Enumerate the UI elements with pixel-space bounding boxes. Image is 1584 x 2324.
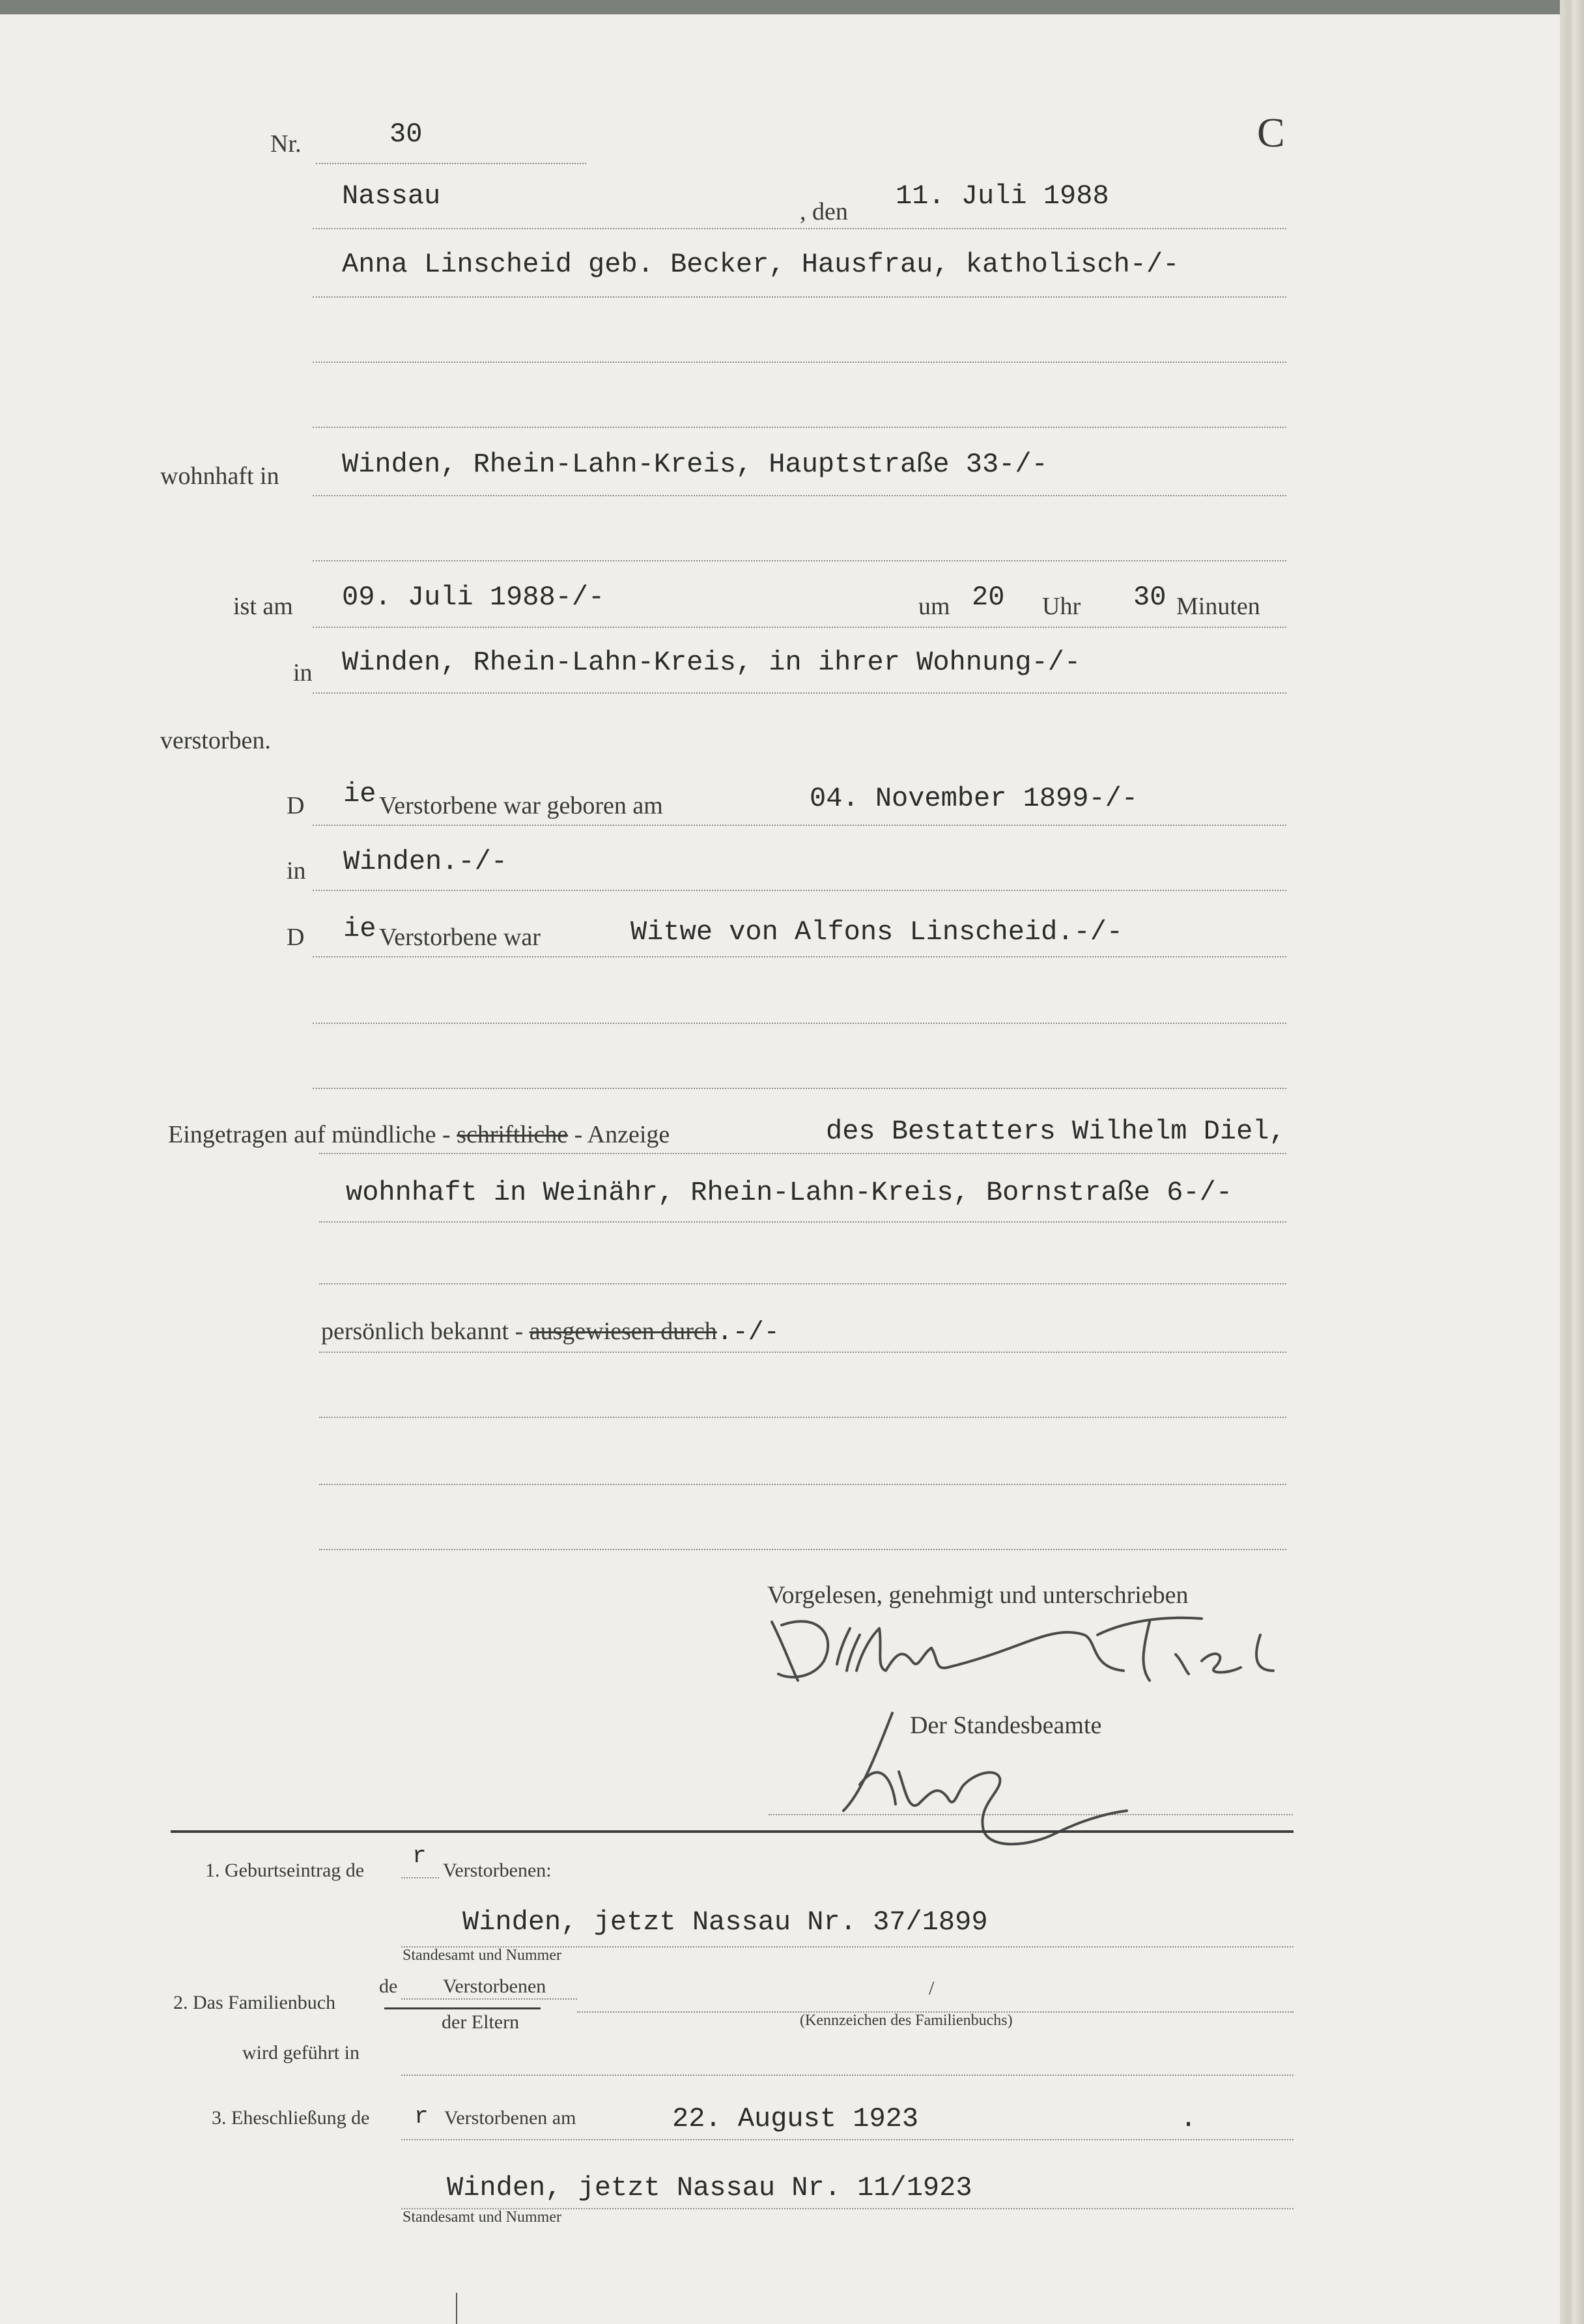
eingetragen-label	[168, 1122, 670, 1147]
item2-de: de	[379, 1976, 398, 1997]
blank-line	[313, 1023, 1286, 1024]
informant-line-2: wohnhaft in Weinähr, Rhein-Lahn-Kreis, Bornstraße 6-/-	[346, 1177, 1233, 1208]
death-place-line	[313, 692, 1286, 694]
item2-eltern: der Eltern	[442, 2011, 520, 2033]
verstorben-label: verstorben.	[160, 727, 271, 754]
date-line	[313, 228, 1286, 229]
item1-value: Winden, jetzt Nassau Nr. 37/1899	[462, 1906, 988, 1938]
vorgelesen-label: Vorgelesen, genehmigt und unterschrieben	[767, 1581, 1189, 1609]
bekannt-line	[319, 1352, 1286, 1353]
wohnhaft-label: wohnhaft in	[160, 462, 279, 490]
item2-verstorbenen: Verstorbenen	[443, 1976, 546, 1997]
name-value: Anna Linscheid geb. Becker, Hausfrau, katholisch-/-	[342, 249, 1180, 280]
standesamt-label: Standesamt und Nummer	[403, 1947, 561, 1964]
wohnhaft-value: Winden, Rhein-Lahn-Kreis, Hauptstraße 33-/-	[342, 449, 1048, 480]
item3-value: Winden, jetzt Nassau Nr. 11/1923	[447, 2172, 972, 2204]
item1-r-line	[401, 1877, 439, 1878]
minutes-value: 30	[1133, 582, 1167, 613]
item2-fraction-bar	[384, 2007, 541, 2009]
d-label: D	[287, 924, 305, 951]
item2-slash: /	[929, 1977, 935, 1999]
item3-dot: .	[1180, 2103, 1197, 2134]
wohnhaft-line	[313, 495, 1286, 496]
item2-label: 2. Das Familienbuch	[173, 1992, 336, 2013]
birth-place-value: Winden.-/-	[343, 846, 508, 877]
document-page	[0, 14, 1560, 2324]
standesbeamte-label: Der Standesbeamte	[910, 1712, 1102, 1739]
death-place-value: Winden, Rhein-Lahn-Kreis, in ihrer Wohnung-/-	[342, 647, 1081, 678]
informant-line	[319, 1221, 1286, 1223]
minuten-label: Minuten	[1176, 593, 1260, 620]
den-label: , den	[800, 198, 848, 225]
blank-line	[319, 1484, 1286, 1485]
nr-label: Nr.	[270, 130, 302, 158]
date-value: 11. Juli 1988	[896, 180, 1109, 212]
blank-line	[319, 1283, 1286, 1284]
bekannt-value: .-/-	[716, 1318, 780, 1348]
item2-gefuehrt-line	[401, 2075, 1294, 2076]
ie-suffix: ie	[343, 778, 376, 810]
item2-gefuehrt: wird geführt in	[242, 2042, 360, 2063]
war-value: Witwe von Alfons Linscheid.-/-	[630, 916, 1124, 948]
war-label: Verstorbene war	[379, 924, 541, 951]
uhr-label: Uhr	[1042, 593, 1081, 620]
birth-date-line	[313, 825, 1286, 826]
item3-label: 3. Eheschließung de	[212, 2107, 370, 2129]
item3-suffix: Verstorbenen am	[444, 2107, 576, 2129]
form-letter: C	[1257, 109, 1285, 156]
birth-place-line	[313, 890, 1286, 891]
place-value: Nassau	[342, 180, 441, 212]
in-label: in	[293, 659, 313, 687]
ist-am-line	[313, 627, 1286, 628]
ausgewiesen-struck: ausgewiesen durch	[529, 1318, 717, 1345]
schriftliche-struck: schriftliche	[457, 1121, 569, 1148]
page-stack-edge	[1560, 0, 1584, 2324]
war-line	[313, 956, 1286, 957]
blank-line	[319, 1417, 1286, 1418]
born-label: Verstorbene war geboren am	[379, 792, 663, 819]
eingetragen-text: Eingetragen auf mündliche -	[168, 1121, 457, 1148]
in-label: in	[287, 857, 306, 885]
item1-label: 1. Geburtseintrag de	[205, 1860, 365, 1881]
d-label: D	[287, 792, 305, 819]
blank-line	[313, 361, 1286, 363]
item1-r: r	[412, 1843, 427, 1869]
bekannt-text: persönlich bekannt -	[321, 1318, 530, 1345]
registrar-signature	[834, 1707, 1140, 1856]
item3-date: 22. August 1923	[672, 2103, 919, 2134]
blank-line	[313, 427, 1286, 428]
item2-line-upper	[401, 1998, 577, 2000]
item3-line	[401, 2139, 1294, 2140]
item2-kennzeichen: (Kennzeichen des Familienbuchs)	[800, 2012, 1013, 2029]
informant-line	[319, 1153, 1286, 1154]
nr-line	[316, 163, 586, 164]
birth-date-value: 04. November 1899-/-	[810, 783, 1138, 814]
ie-suffix: ie	[343, 913, 376, 944]
blank-line	[319, 1549, 1286, 1550]
name-line	[313, 296, 1286, 298]
informant-signature	[759, 1609, 1306, 1693]
bekannt-label	[321, 1319, 780, 1346]
top-binding-edge	[0, 0, 1584, 14]
page-mark	[456, 2293, 457, 2324]
informant-line-1: des Bestatters Wilhelm Diel,	[826, 1116, 1286, 1147]
anzeige-text: - Anzeige	[568, 1121, 670, 1148]
section-divider	[171, 1830, 1294, 1833]
item1-suffix: Verstorbenen:	[443, 1860, 552, 1881]
item3-r: r	[414, 2103, 429, 2130]
um-label: um	[918, 593, 950, 620]
nr-value: 30	[389, 119, 423, 150]
blank-line	[313, 560, 1286, 561]
death-date-value: 09. Juli 1988-/-	[342, 582, 605, 613]
ist-am-label: ist am	[233, 593, 293, 620]
blank-line	[313, 1088, 1286, 1089]
standesamt-label: Standesamt und Nummer	[403, 2209, 561, 2226]
hour-value: 20	[972, 582, 1005, 613]
